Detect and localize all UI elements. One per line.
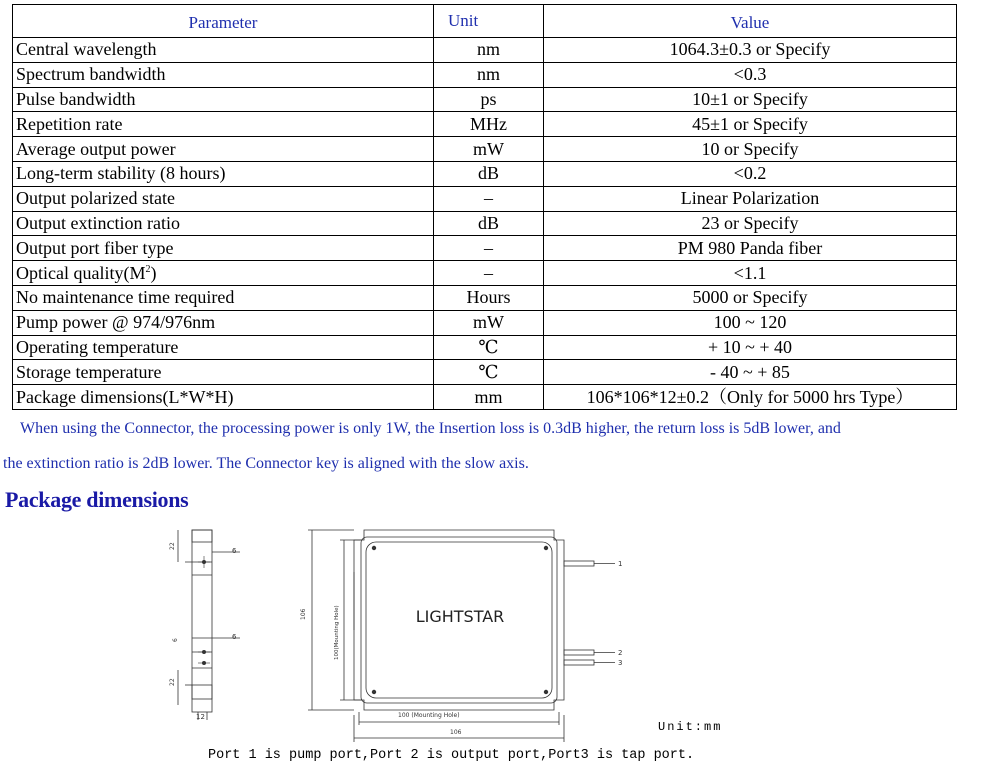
table-row [13, 335, 957, 360]
row-parameter: Optical $quality(M^2)$ [13, 261, 434, 286]
row-unit: ℃ [434, 360, 544, 385]
row-value: + 10 ~ + 40 [544, 335, 957, 360]
row-parameter: Spectrum bandwidth [13, 62, 434, 87]
dim-12: 12 [196, 713, 205, 721]
row-unit: – [434, 186, 544, 211]
side-view [178, 530, 240, 720]
dim-106-vertical: 106 [300, 608, 307, 620]
row-value: <1.1 [544, 261, 957, 286]
row-value: <0.3 [544, 62, 957, 87]
dim-22-top: 22 [169, 542, 176, 550]
port-1-label: 1 [618, 560, 623, 568]
dim-100-vertical: 100(Mounting Hole) [334, 605, 340, 660]
row-unit: dB [434, 211, 544, 236]
row-value: 10 or Specify [544, 137, 957, 162]
brand-logo-text: LIGHTSTAR [415, 607, 505, 626]
row-value: 10±1 or Specify [544, 87, 957, 112]
table-row [13, 261, 957, 286]
row-unit: nm [434, 38, 544, 63]
row-unit: – [434, 261, 544, 286]
table-row [13, 360, 957, 385]
row-parameter: Long-term stability (8 hours) [13, 161, 434, 186]
row-value: <0.2 [544, 161, 957, 186]
table-header-row [13, 5, 957, 38]
row-parameter: Output extinction ratio [13, 211, 434, 236]
row-parameter: Storage temperature [13, 360, 434, 385]
row-parameter: Output polarized state [13, 186, 434, 211]
table-row [13, 62, 957, 87]
port-3-label: 3 [618, 659, 623, 667]
table-row [13, 137, 957, 162]
row-parameter: Pump power @ 974/976nm [13, 310, 434, 335]
row-parameter: Central wavelength [13, 38, 434, 63]
row-value: 5000 or Specify [544, 285, 957, 310]
row-unit: mm [434, 385, 544, 410]
row-parameter: Pulse bandwidth [13, 87, 434, 112]
table-row [13, 236, 957, 261]
row-unit: mW [434, 137, 544, 162]
row-parameter: Output port fiber type [13, 236, 434, 261]
row-value: 100 ~ 120 [544, 310, 957, 335]
dim-100-horizontal: 100 (Mounting Hole) [398, 712, 460, 719]
dim-6-left: 6 [172, 638, 179, 642]
row-parameter: Package dimensions(L*W*H) [13, 385, 434, 410]
row-parameter: Repetition rate [13, 112, 434, 137]
row-value: 45±1 or Specify [544, 112, 957, 137]
row-unit: MHz [434, 112, 544, 137]
row-value: 23 or Specify [544, 211, 957, 236]
top-view [308, 530, 564, 742]
row-unit: ℃ [434, 335, 544, 360]
row-value: 1064.3±0.3 or Specify [544, 38, 957, 63]
section-title: Package dimensions [5, 487, 189, 512]
dim-106-horizontal: 106 [450, 729, 462, 736]
optical-quality-close: ) [150, 262, 157, 283]
port-caption: Port 1 is pump port,Port 2 is output port,Port3 is tap port. [208, 748, 695, 763]
row-value: 106*106*12±0.2（Only for 5000 hrs Type） [544, 385, 957, 410]
connector-note-line1: When using the Connector, the processing power is only 1W, the Insertion loss is 0.3dB higher, the return loss is 5dB lower, and [20, 420, 841, 437]
table-row [13, 186, 957, 211]
row-value: Linear Polarization [544, 186, 957, 211]
row-unit: mW [434, 310, 544, 335]
table-row [13, 385, 957, 410]
side-view-markers [198, 556, 210, 665]
row-unit: dB [434, 161, 544, 186]
table-row [13, 38, 957, 63]
row-unit: Hours [434, 285, 544, 310]
row-value: PM 980 Panda fiber [544, 236, 957, 261]
table-row [13, 310, 957, 335]
connector-note-line2: the extinction ratio is 2dB lower. The Connector key is aligned with the slow axis. [3, 455, 529, 472]
dim-6-mid: 6 [232, 633, 237, 641]
fiber-ports [564, 561, 615, 665]
header-parameter: Parameter [13, 5, 434, 38]
table-row [13, 211, 957, 236]
unit-label: Unit:mm [658, 720, 723, 734]
package-drawing [150, 520, 710, 745]
header-value: Value [544, 5, 957, 38]
table-row [13, 285, 957, 310]
header-unit: Unit [434, 5, 544, 38]
row-parameter: Operating temperature [13, 335, 434, 360]
row-unit: – [434, 236, 544, 261]
m-squared-superscript: 2 [145, 263, 151, 275]
port-2-label: 2 [618, 649, 623, 657]
table-row [13, 112, 957, 137]
spec-table [12, 4, 957, 410]
row-parameter: No maintenance time required [13, 285, 434, 310]
table-row [13, 87, 957, 112]
row-unit: nm [434, 62, 544, 87]
row-parameter: Average output power [13, 137, 434, 162]
dim-6-top: 6 [232, 547, 237, 555]
row-value: - 40 ~ + 85 [544, 360, 957, 385]
dim-22-bottom: 22 [169, 678, 176, 686]
row-unit: ps [434, 87, 544, 112]
table-row [13, 161, 957, 186]
